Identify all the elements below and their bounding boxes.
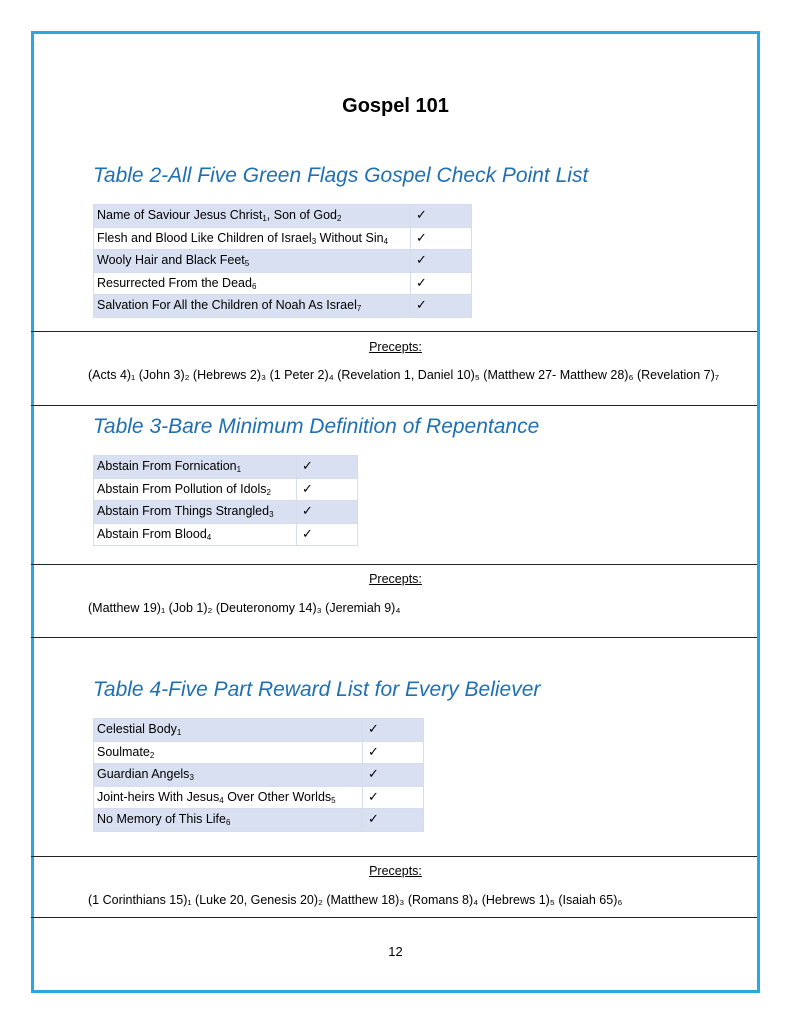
section-divider (31, 405, 757, 406)
row-text: Abstain From Blood (97, 526, 207, 541)
page-number: 12 (388, 944, 403, 959)
row-subscript: 7 (356, 304, 362, 314)
row-text: Abstain From Fornication (97, 459, 237, 474)
row-subscript: 6 (251, 281, 257, 291)
precepts-heading: Precepts: (369, 340, 422, 354)
row-subscript: 1 (176, 728, 182, 738)
section-divider (31, 564, 757, 565)
row-label (94, 764, 363, 787)
row-label (94, 523, 297, 546)
row-subscript: 4 (219, 795, 224, 805)
row-text: Over Other Worlds (223, 789, 332, 804)
row-label (94, 205, 411, 228)
check-icon: ✓ (363, 786, 424, 809)
row-subscript: 3 (311, 236, 317, 246)
row-text: Celestial Body (97, 722, 177, 737)
table-row (94, 295, 472, 318)
row-text: Resurrected From the Dead (97, 275, 252, 290)
check-icon: ✓ (297, 478, 358, 501)
row-label (94, 719, 363, 742)
row-text: No Memory of This Life (97, 812, 226, 827)
table4-checklist (93, 718, 424, 832)
row-label (94, 478, 297, 501)
check-icon: ✓ (411, 205, 472, 228)
check-icon: ✓ (411, 272, 472, 295)
row-text: Name of Saviour Jesus Christ (97, 208, 263, 223)
row-text: Flesh and Blood Like Children of Israel (97, 230, 312, 245)
table4-title: Table 4-Five Part Reward List for Every Believer (93, 678, 541, 701)
precepts-heading: Precepts: (369, 572, 422, 586)
row-text: Abstain From Pollution of Idols (97, 481, 267, 496)
row-label (94, 272, 411, 295)
row-text: Joint-heirs With Jesus (97, 789, 220, 804)
check-icon: ✓ (363, 741, 424, 764)
table2-title: Table 2-All Five Green Flags Gospel Check Point List (93, 164, 589, 187)
row-label (94, 227, 411, 250)
check-icon: ✓ (363, 809, 424, 832)
table-row (94, 809, 424, 832)
table-row (94, 741, 424, 764)
table-row (94, 250, 472, 273)
row-label (94, 456, 297, 479)
row-subscript: 1 (236, 465, 242, 475)
check-icon: ✓ (411, 227, 472, 250)
table-row (94, 786, 424, 809)
row-text: , Son of God (266, 208, 337, 223)
row-subscript: 2 (336, 214, 342, 224)
row-label (94, 786, 363, 809)
row-subscript: 4 (206, 532, 212, 542)
table2-checklist (93, 204, 472, 318)
table-row (94, 272, 472, 295)
table-row (94, 764, 424, 787)
section-divider (31, 637, 757, 638)
row-label (94, 295, 411, 318)
check-icon: ✓ (411, 295, 472, 318)
row-text: Wooly Hair and Black Feet (97, 253, 245, 268)
row-label (94, 250, 411, 273)
row-text: Guardian Angels (97, 767, 190, 782)
check-icon: ✓ (411, 250, 472, 273)
check-icon: ✓ (297, 501, 358, 524)
table-row (94, 205, 472, 228)
row-subscript: 5 (244, 259, 250, 269)
section-divider (31, 856, 757, 857)
section-divider (31, 331, 757, 332)
row-label (94, 809, 363, 832)
row-label (94, 501, 297, 524)
row-text: Without Sin (316, 230, 384, 245)
check-icon: ✓ (297, 456, 358, 479)
precepts-heading: Precepts: (369, 864, 422, 878)
precepts-text: (Matthew 19)₁ (Job 1)₂ (Deuteronomy 14)₃ (Jeremiah 9)₄ (88, 601, 401, 615)
table-row (94, 501, 358, 524)
row-text: Abstain From Things Strangled (97, 504, 270, 519)
row-subscript: 2 (266, 487, 271, 497)
row-text: Soulmate (97, 744, 150, 759)
row-subscript: 3 (189, 773, 194, 783)
row-label (94, 741, 363, 764)
row-subscript: 3 (269, 510, 274, 520)
table-row (94, 523, 358, 546)
row-subscript: 1 (262, 214, 267, 224)
row-subscript: 4 (383, 236, 389, 246)
section-divider (31, 917, 757, 918)
table-row (94, 478, 358, 501)
precepts-text: (1 Corinthians 15)₁ (Luke 20, Genesis 20)₂ (Matthew 18)₃ (Romans 8)₄ (Hebrews 1)₅ (Isaiah 65)₆ (88, 893, 623, 907)
check-icon: ✓ (363, 764, 424, 787)
check-icon: ✓ (297, 523, 358, 546)
table-row (94, 719, 424, 742)
document-title: Gospel 101 (342, 95, 449, 117)
table3-checklist (93, 455, 358, 546)
row-text: Salvation For All the Children of Noah As Israel (97, 298, 357, 313)
precepts-text: (Acts 4)₁ (John 3)₂ (Hebrews 2)₃ (1 Peter 2)₄ (Revelation 1, Daniel 10)₅ (Matthew 27- Matthew 28)₆ (Revelation 7)₇ (88, 368, 720, 382)
table-row (94, 227, 472, 250)
table-row (94, 456, 358, 479)
row-subscript: 6 (225, 818, 231, 828)
row-subscript: 5 (331, 795, 336, 805)
table3-title: Table 3-Bare Minimum Definition of Repentance (93, 415, 540, 438)
row-subscript: 2 (149, 750, 155, 760)
check-icon: ✓ (363, 719, 424, 742)
